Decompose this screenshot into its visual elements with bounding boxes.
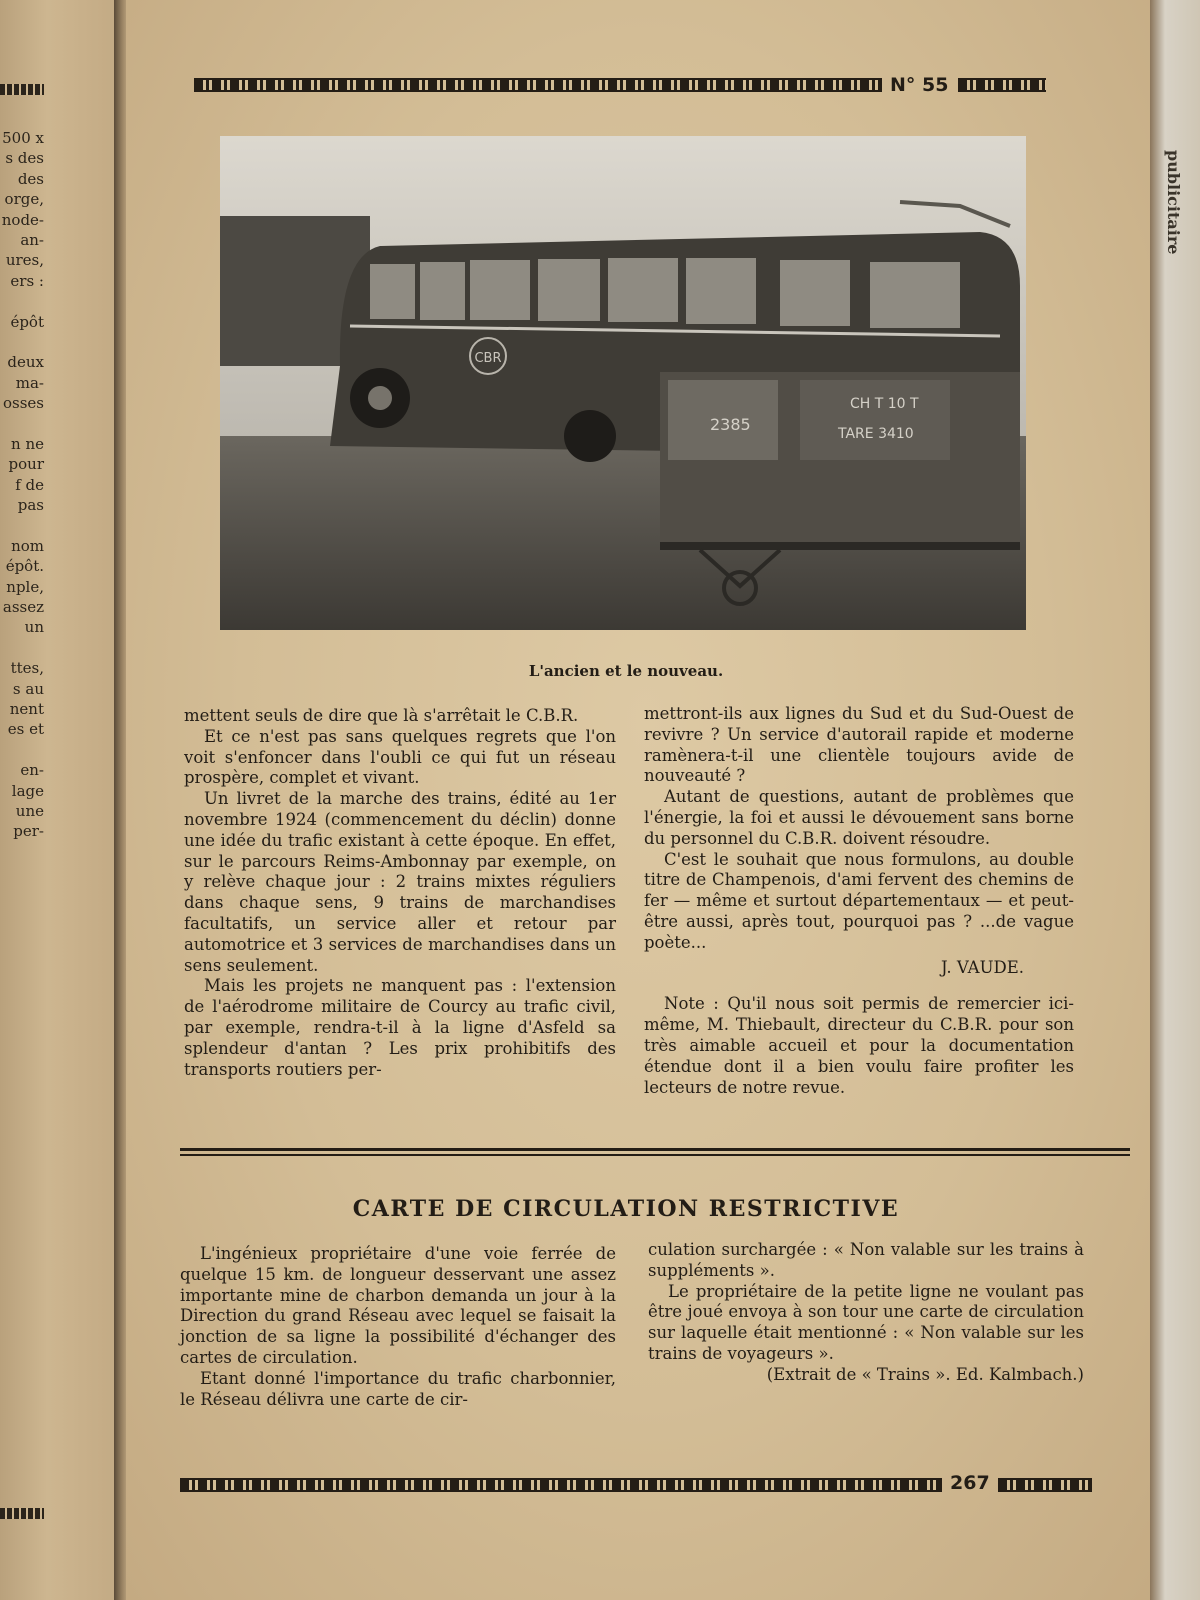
footer-rule-right [998, 1478, 1092, 1492]
left-page-fragment: des [17, 169, 44, 188]
left-page-fragment: ures, [5, 251, 44, 270]
left-page-fragment: pas [17, 496, 44, 515]
left-page-edge [0, 0, 118, 1600]
left-page-fragment: ma- [15, 373, 44, 392]
bus-photo-image [220, 136, 1026, 630]
page-number: 267 [950, 1472, 990, 1494]
section-column-right [648, 1240, 1084, 1386]
left-page-fragment: f de [15, 475, 44, 494]
left-page-fragment: es et [7, 720, 44, 739]
left-page-rule-bottom [0, 1508, 44, 1519]
left-page-fragment: une [15, 801, 44, 820]
left-page-fragment: en- [20, 761, 44, 780]
article-paragraph: Et ce n'est pas sans quelques regrets que l'on voit s'enfoncer dans l'oubli ce qui fut un réseau prospère, complet et vivant. [184, 726, 616, 788]
left-page-fragment [0, 291, 44, 311]
left-page-fragment: ers : [10, 271, 44, 290]
left-page-fragment: node- [1, 210, 44, 229]
left-page-fragment: orge, [4, 190, 44, 209]
section-title: CARTE DE CIRCULATION RESTRICTIVE [352, 1196, 900, 1222]
article-paragraph: Autant de questions, autant de problèmes que l'énergie, la foi et aussi le dévouement sans borne du personnel du C.B.R. doivent résoudre. [644, 787, 1074, 848]
right-page-edge [1150, 0, 1200, 1600]
left-page-fragment [0, 413, 44, 433]
left-page-fragment: épôt. [5, 557, 44, 576]
left-page-fragment: lage [11, 781, 44, 800]
left-page-fragment: s au [12, 679, 44, 698]
wagon-load-plate: CH T 10 T [850, 396, 919, 412]
left-page-fragment: pour [8, 455, 44, 474]
wagon-tare-plate: TARE 3410 [838, 426, 914, 442]
left-page-fragment [0, 332, 44, 352]
section-paragraph: Le propriétaire de la petite ligne ne voulant pas être joué envoya à son tour une carte de circulation sur laquelle était mentionné : « Non valable sur les trains de voyageurs ». [648, 1281, 1084, 1363]
left-page-fragment: nent [9, 699, 44, 718]
left-page-fragment: un [24, 618, 44, 637]
left-page-text-fragments [0, 128, 44, 842]
section-paragraph: Etant donné l'importance du trafic charbonnier, le Réseau délivra une carte de cir- [180, 1368, 616, 1409]
article-paragraph: mettront-ils aux lignes du Sud et du Sud-Ouest de revivre ? Un service d'autorail rapide et moderne ramènera-t-il une clientèle toujours avide de nouveauté ? [644, 704, 1074, 786]
source-credit: (Extrait de « Trains ». Ed. Kalmbach.) [766, 1364, 1084, 1384]
left-page-fragment: nom [11, 536, 44, 555]
article-column-right [644, 704, 1074, 1098]
article-column-left [184, 706, 616, 1080]
bus-logo: CBR [474, 351, 502, 366]
left-page-fragment: épôt [10, 312, 44, 331]
left-page-fragment: assez [2, 597, 44, 616]
article-paragraph: Mais les projets ne manquent pas : l'extension de l'aérodrome militaire de Courcy au trafic civil, par exemple, rendra-t-il à la ligne d'Asfeld sa splendeur d'antan ? Les prix prohibitifs des transports routiers per- [184, 976, 616, 1079]
issue-number: N° 55 [890, 74, 949, 96]
footer-rule [180, 1478, 942, 1492]
article-paragraph: mettent seuls de dire que là s'arrêtait le C.B.R. [184, 706, 579, 725]
left-page-fragment: nple, [6, 577, 44, 596]
header-rule [194, 78, 882, 92]
left-page-rule [0, 84, 44, 95]
section-column-left [180, 1244, 616, 1410]
article-note: Note : Qu'il nous soit permis de remercier ici-même, M. Thiebault, directeur du C.B.R. pour son très aimable accueil et pour la documentation étendue dont il a bien voulu faire profiter les lecteurs de notre revue. [644, 994, 1074, 1097]
left-page-fragment [0, 515, 44, 535]
header-rule-right [958, 78, 1046, 92]
left-page-fragment [0, 638, 44, 658]
left-page-fragment [0, 740, 44, 760]
magazine-page [126, 0, 1166, 1600]
left-page-fragment: an- [20, 230, 44, 249]
section-paragraph: L'ingénieux propriétaire d'une voie ferrée de quelque 15 km. de longueur desservant une assez importante mine de charbon demanda un jour à la Direction du grand Réseau avec lequel se faisait la jonction de sa ligne la possibilité d'échanger des cartes de circulation. [180, 1244, 616, 1367]
section-paragraph: culation surchargée : « Non valable sur les trains à suppléments ». [648, 1240, 1084, 1280]
article-paragraph: Un livret de la marche des trains, édité au 1er novembre 1924 (commencement du déclin) donne une idée du trafic existant à cette époque. En effet, sur le parcours Reims-Ambonnay par exemple, on y relève chaque jour : 2 trains mixtes réguliers dans chaque sens, 9 trains de marchandises facultatifs, un service aller et retour par automotrice et 3 services de marchandises dans un sens seulement. [184, 789, 616, 975]
left-page-fragment: ttes, [10, 659, 44, 678]
section-separator [180, 1148, 1130, 1156]
wagon-number-plate: 2385 [710, 415, 751, 434]
left-page-fragment: s des [5, 149, 44, 168]
left-page-fragment: n ne [11, 434, 44, 453]
author-signature: J. VAUDE. [941, 957, 1024, 977]
bus-photograph [220, 136, 1026, 630]
left-page-fragment: 500 x [2, 129, 44, 147]
left-page-fragment: per- [13, 822, 44, 841]
right-edge-text: publicitaire [1164, 150, 1183, 255]
photo-caption: L'ancien et le nouveau. [528, 662, 724, 680]
article-paragraph: C'est le souhait que nous formulons, au double titre de Champenois, d'ami fervent des chemins de fer — même et surtout départementaux — et peut-être aussi, après tout, pourquoi pas ? ...de vague poète... [644, 849, 1074, 952]
left-page-fragment: deux [7, 353, 44, 372]
left-page-fragment: osses [2, 394, 44, 413]
